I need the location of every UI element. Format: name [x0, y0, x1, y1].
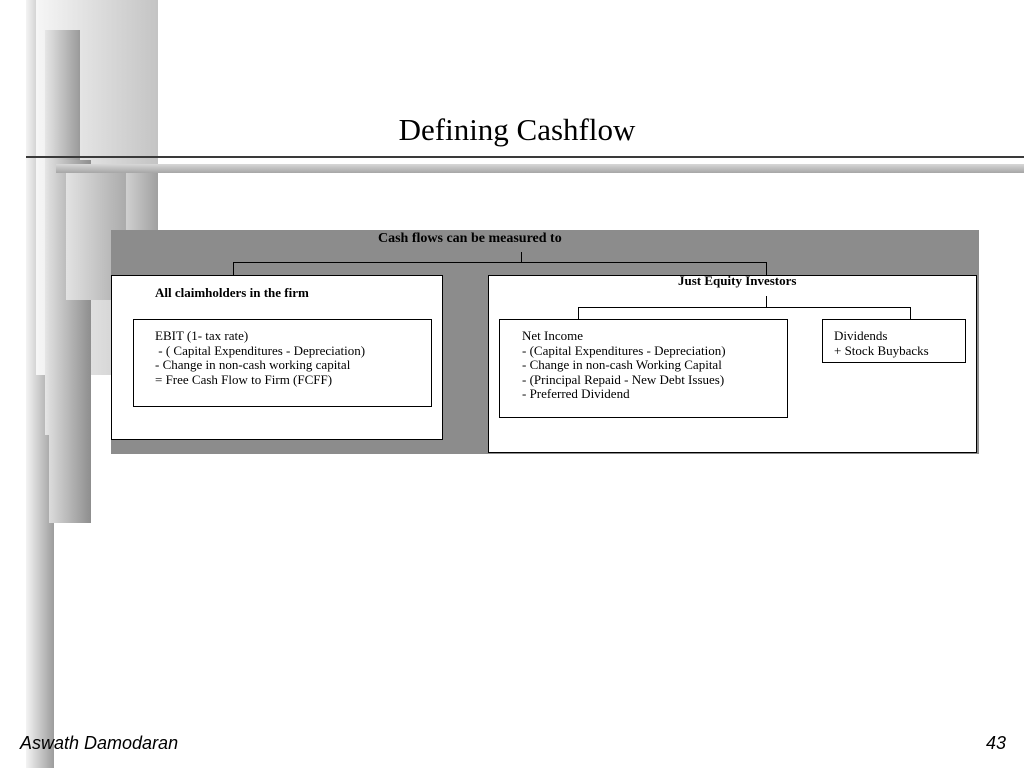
connector-line — [578, 307, 579, 319]
formula-line: = Free Cash Flow to Firm (FCFF) — [155, 371, 333, 387]
fcff-formula-box — [133, 319, 432, 407]
fcff-formula-text — [155, 329, 431, 387]
connector-line — [233, 262, 234, 275]
formula-line: - Change in non-cash working capital — [155, 357, 351, 373]
formula-line: Dividends — [834, 328, 888, 343]
equity-branch-heading: Just Equity Investors — [678, 273, 797, 288]
fcfe-formula-text — [522, 329, 787, 402]
footer-author: Aswath Damodaran — [20, 733, 179, 753]
firm-branch-heading: All claimholders in the firm — [155, 285, 309, 300]
connector-line — [578, 307, 911, 308]
formula-line: - (Principal Repaid - New Debt Issues) — [522, 371, 725, 387]
formula-line: Net Income — [522, 328, 584, 343]
fcfe-formula-box — [499, 319, 788, 418]
formula-line: EBIT (1- tax rate) — [155, 328, 249, 343]
dividends-box — [822, 319, 966, 363]
formula-line: - ( Capital Expenditures - Depreciation) — [155, 342, 366, 358]
formula-line: - Preferred Dividend — [522, 386, 630, 402]
connector-line — [233, 262, 767, 263]
connector-line — [910, 307, 911, 319]
page-number: 43 — [985, 733, 1006, 753]
decor-bar — [126, 172, 158, 232]
formula-line: - Change in non-cash Working Capital — [522, 357, 722, 373]
title-divider — [26, 156, 1024, 158]
root-label: Cash flows can be measured to — [378, 231, 562, 246]
formula-line: + Stock Buybacks — [834, 342, 929, 358]
dividends-text — [834, 329, 965, 358]
formula-line: - (Capital Expenditures - Depreciation) — [522, 342, 726, 358]
slide-title: Defining Cashflow — [398, 112, 636, 147]
title-underline-bar — [56, 164, 1024, 173]
